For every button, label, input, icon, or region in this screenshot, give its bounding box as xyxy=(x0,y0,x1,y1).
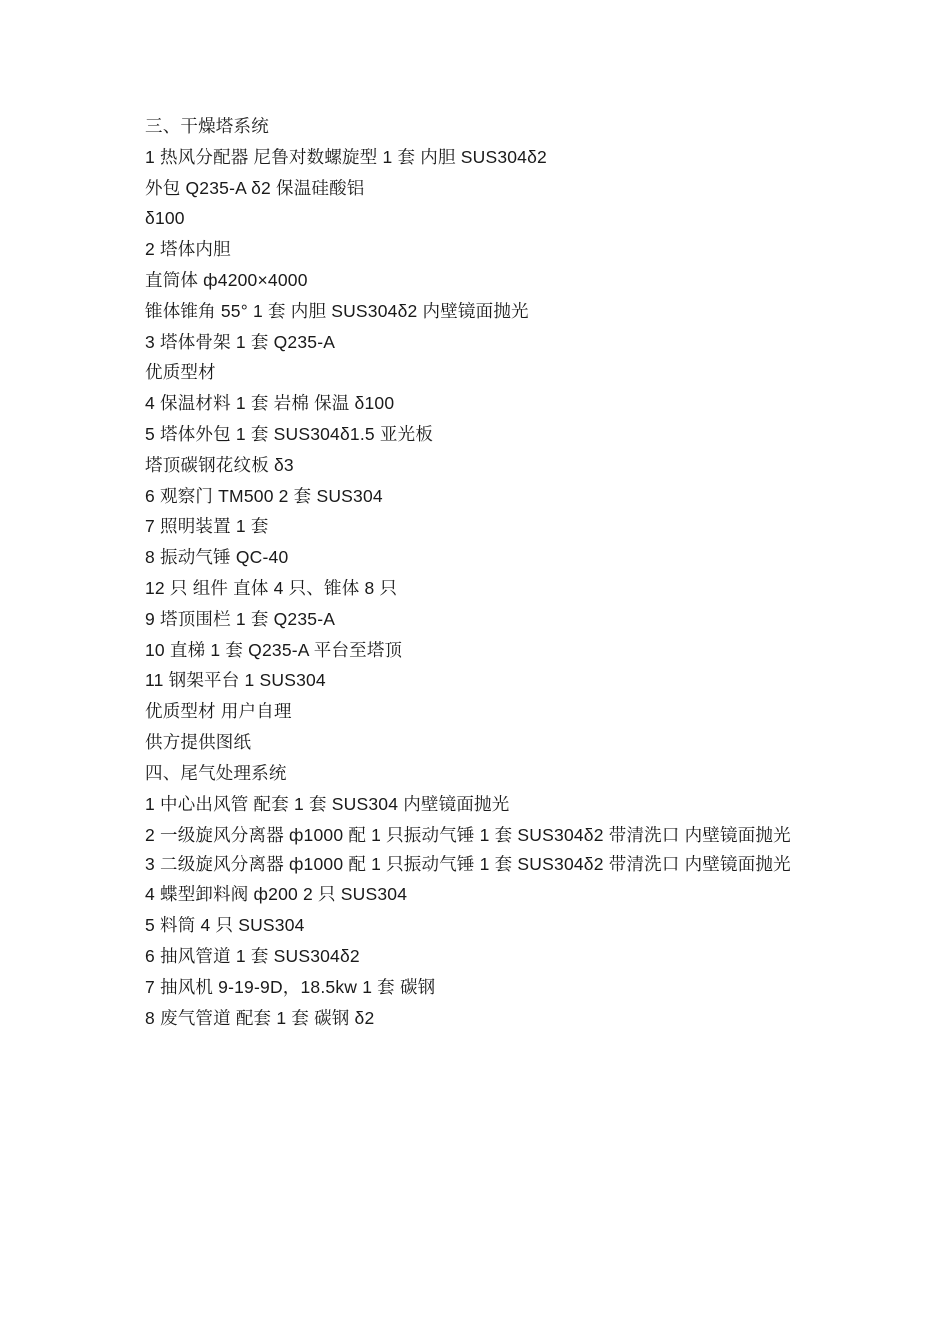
text-line: 9 塔顶围栏 1 套 Q235-A xyxy=(145,608,336,629)
text-line: 6 观察门 TM500 2 套 SUS304 xyxy=(145,485,383,506)
section-heading-drying-tower: 三、干燥塔系统 xyxy=(145,116,269,136)
text-line: 5 料筒 4 只 SUS304 xyxy=(145,915,305,936)
text-line: 优质型材 xyxy=(145,362,216,383)
document-body xyxy=(145,111,810,1033)
text-line: 直筒体 ф4200×4000 xyxy=(145,269,308,290)
text-line: 1 中心出风管 配套 1 套 SUS304 内壁镜面抛光 xyxy=(145,793,510,814)
text-line: 1 热风分配器 尼鲁对数螺旋型 1 套 内胆 SUS304δ2 xyxy=(145,146,547,167)
text-line: 2 一级旋风分离器 ф1000 配 1 只振动气锤 1 套 SUS304δ2 带清洗口 内壁镜面抛光 xyxy=(145,825,791,846)
text-line: 6 抽风管道 1 套 SUS304δ2 xyxy=(145,945,360,966)
text-line: δ100 xyxy=(145,208,185,229)
text-line: 优质型材 用户自理 xyxy=(145,701,292,722)
text-line: 8 废气管道 配套 1 套 碳钢 δ2 xyxy=(145,1007,375,1028)
text-line: 11 钢架平台 1 SUS304 xyxy=(145,670,326,691)
text-line: 4 蝶型卸料阀 ф200 2 只 SUS304 xyxy=(145,884,408,905)
text-line: 外包 Q235-A δ2 保温硅酸铝 xyxy=(145,177,365,198)
text-line: 8 振动气锤 QC-40 xyxy=(145,547,289,568)
text-line: 3 塔体骨架 1 套 Q235-A xyxy=(145,331,336,352)
text-line: 3 二级旋风分离器 ф1000 配 1 只振动气锤 1 套 SUS304δ2 带清洗口 内壁镜面抛光 xyxy=(145,854,791,875)
section-heading-exhaust-system: 四、尾气处理系统 xyxy=(145,762,287,783)
text-line: 供方提供图纸 xyxy=(145,731,252,752)
text-line: 5 塔体外包 1 套 SUS304δ1.5 亚光板 xyxy=(145,423,434,444)
text-line: 7 抽风机 9-19-9D，18.5kw 1 套 碳钢 xyxy=(145,976,436,997)
text-line: 锥体锥角 55° 1 套 内胆 SUS304δ2 内壁镜面抛光 xyxy=(145,300,529,321)
text-line: 4 保温材料 1 套 岩棉 保温 δ100 xyxy=(145,393,395,414)
text-line: 2 塔体内胆 xyxy=(145,239,231,260)
text-line: 12 只 组件 直体 4 只、锥体 8 只 xyxy=(145,577,398,598)
text-line: 塔顶碳钢花纹板 δ3 xyxy=(145,454,294,475)
text-line: 7 照明装置 1 套 xyxy=(145,516,269,537)
text-line: 10 直梯 1 套 Q235-A 平台至塔顶 xyxy=(145,639,403,660)
